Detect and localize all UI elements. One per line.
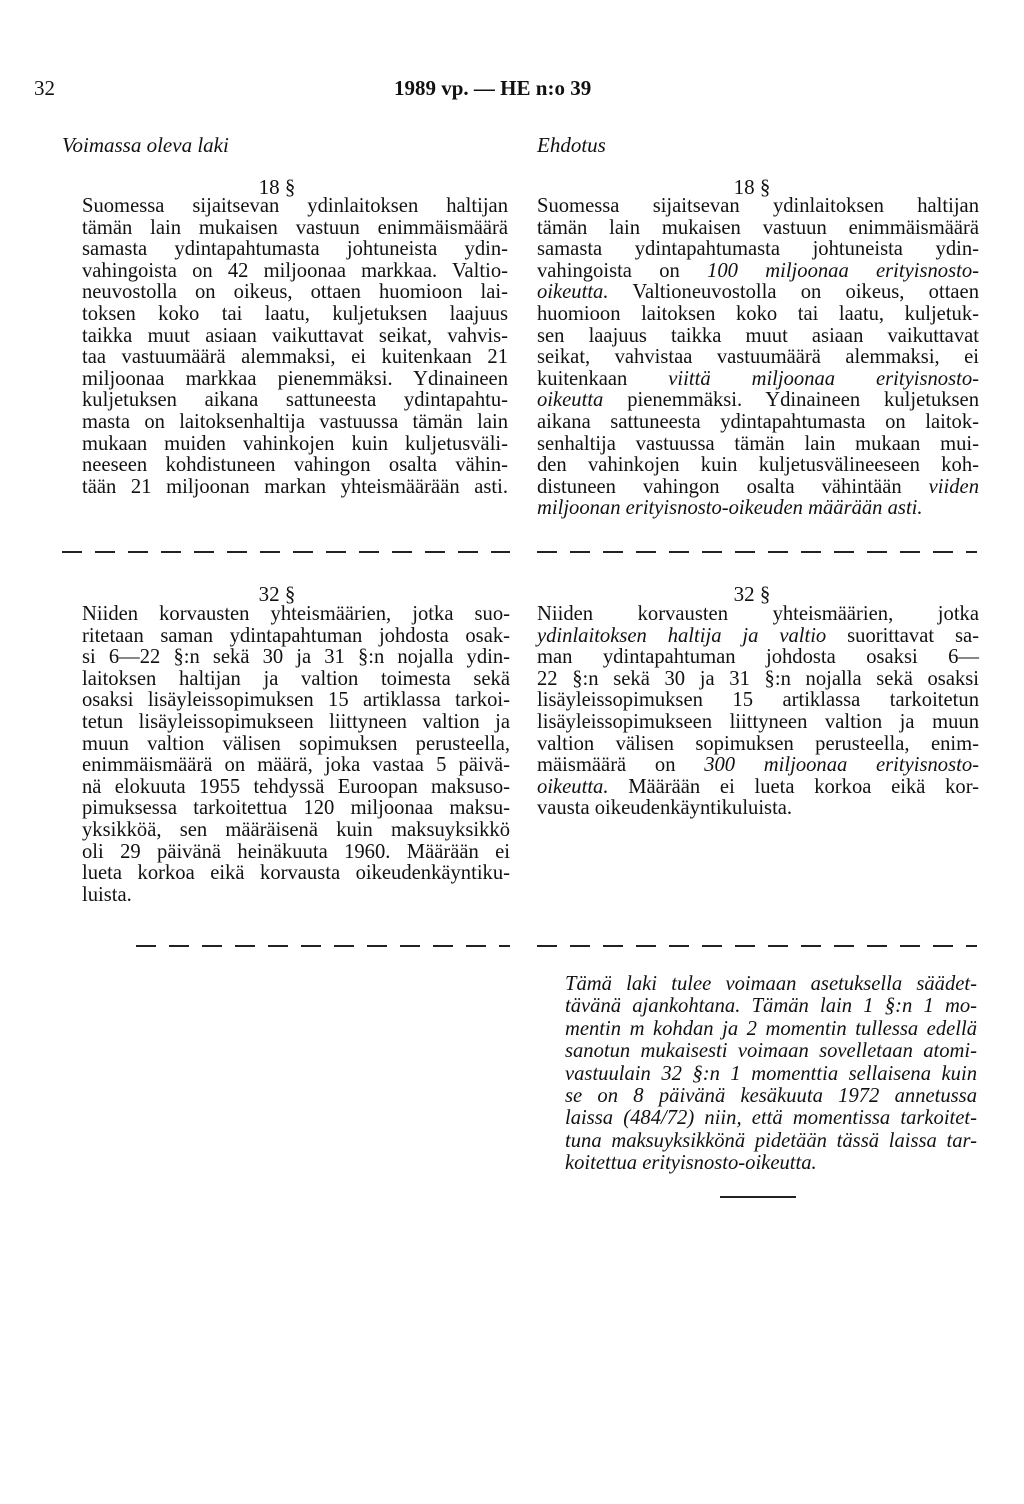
- italic-text: 100 miljoonaa erityisnosto-: [707, 259, 979, 282]
- text-line: lisäyleissopimukseen liittyneen valtion ja muun: [537, 710, 979, 733]
- text-line: valtion välisen sopimuksen perusteella, enim-: [537, 732, 979, 755]
- italic-text: viittä miljoonaa erityisnosto-: [668, 367, 979, 390]
- text-line: taikka muut asiaan vaikuttavat seikat, vahvis-: [82, 324, 508, 347]
- text-line: kuljetuksen aikana sattuneesta ydintapahtu-: [82, 389, 508, 412]
- left-section-32-text: [82, 604, 510, 906]
- text-line: muun valtion välisen sopimuksen perusteella,: [82, 732, 510, 755]
- text-line: se on 8 päivänä kesäkuuta 1972 annetussa: [565, 1085, 977, 1108]
- text-line: miljoonaa markkaa pienemmäksi. Ydinaineen: [82, 367, 508, 390]
- text-line: ydinlaitoksen haltija ja valtio suorittavat sa-: [537, 624, 979, 647]
- italic-text: oikeutta: [537, 389, 604, 412]
- text-line: masta on laitoksenhaltija vastuussa tämän lain: [82, 410, 508, 433]
- text-line: den vahinkojen kuin kuljetusvälineeseen koh-: [537, 454, 979, 477]
- text-line: vahingoista on 100 miljoonaa erityisnosto-: [537, 259, 979, 282]
- text-line: osaksi lisäyleissopimuksen 15 artiklassa tarkoi-: [82, 689, 510, 712]
- entry-into-force-note: [565, 973, 977, 1175]
- text-line: aikana sattuneesta ydintapahtumasta on laitok-: [537, 410, 979, 433]
- left-section-18-mark: 18 §: [258, 175, 296, 199]
- text-line: Niiden korvausten yhteismäärien, jotka: [537, 603, 979, 625]
- text-line: lisäyleissopimuksen 15 artiklassa tarkoitetun: [537, 689, 979, 712]
- text-line: man ydintapahtuman johdosta osaksi 6—: [537, 646, 979, 669]
- text-line: sanotun mukaisesti voimaan sovelletaan atomi-: [565, 1040, 977, 1063]
- text-line: vausta oikeudenkäyntikuluista.: [537, 797, 793, 820]
- text-line: koitettua erityisnosto-oikeutta.: [565, 1152, 817, 1175]
- text-line: tävänä ajankohtana. Tämän lain 1 §:n 1 mo-: [565, 995, 977, 1018]
- text-line: tämän lain mukaisen vastuun enimmäismäärä: [82, 216, 508, 239]
- text-line: samasta ydintapahtumasta johtuneista ydin-: [82, 238, 508, 261]
- text-line: samasta ydintapahtumasta johtuneista ydin-: [537, 238, 979, 261]
- italic-text: miljoonan erityisnosto-oikeuden määrään asti.: [537, 497, 923, 520]
- right-separator-dashes: [537, 551, 977, 553]
- text-line: lueta korkoa eikä korvausta oikeudenkäyntiku-: [82, 862, 510, 885]
- text-line: oikeutta. Määrään ei lueta korkoa eikä kor-: [537, 775, 979, 798]
- text-line: oikeutta pienemmäksi. Ydinaineen kuljetuksen: [537, 389, 979, 412]
- text-line: luista.: [82, 883, 132, 906]
- text-line: 22 §:n sekä 30 ja 31 §:n nojalla sekä osaksi: [537, 667, 979, 690]
- italic-text: 300 miljoonaa erityisnosto-: [704, 754, 979, 777]
- left-section-18-text: [82, 196, 508, 498]
- right-section-32-text: [537, 604, 979, 820]
- text-line: neuvostolla on oikeus, ottaen huomioon lai-: [82, 281, 508, 304]
- text-line: taa vastuumäärä alemmaksi, ei kuitenkaan 21: [82, 346, 508, 369]
- left-separator-dashes: [62, 551, 510, 553]
- text-line: Niiden korvausten yhteismäärien, jotka suo-: [82, 603, 510, 625]
- page-number: 32: [34, 76, 55, 100]
- right-section-18-text: [537, 196, 979, 520]
- text-line: si 6—22 §:n sekä 30 ja 31 §:n nojalla ydin-: [82, 646, 510, 669]
- text-line: tään 21 miljoonan markan yhteismäärään asti.: [82, 475, 508, 498]
- text-line: tetun lisäyleissopimukseen liittyneen valtion ja: [82, 710, 510, 733]
- right-section-18-mark: 18 §: [733, 175, 771, 199]
- text-line: sen laajuus taikka muut asiaan vaikuttavat: [537, 324, 979, 347]
- text-line: ritetaan saman ydintapahtuman johdosta osak-: [82, 624, 510, 647]
- text-line: yksikköä, sen määräisenä kuin maksuyksikkö: [82, 818, 510, 841]
- right-column-heading: Ehdotus: [537, 133, 606, 157]
- text-line: toksen koko tai laatu, kuljetuksen laajuus: [82, 302, 508, 325]
- left-column-heading: Voimassa oleva laki: [62, 133, 229, 157]
- text-line: vastuulain 32 §:n 1 momenttia sellaisena kuin: [565, 1062, 977, 1085]
- text-line: laitoksen haltijan ja valtion toimesta sekä: [82, 667, 510, 690]
- text-line: enimmäismäärä on määrä, joka vastaa 5 päivä-: [82, 754, 510, 777]
- right-section-32-mark: 32 §: [733, 582, 771, 606]
- text-line: oli 29 päivänä heinäkuuta 1960. Määrään ei: [82, 840, 510, 863]
- text-line: mukaan muiden vahinkojen kuin kuljetusväli-: [82, 432, 508, 455]
- text-line: distuneen vahingon osalta vähintään viiden: [537, 475, 979, 498]
- text-line: mentin m kohdan ja 2 momentin tullessa edellä: [565, 1017, 977, 1040]
- text-line: Tämä laki tulee voimaan asetuksella säädet-: [565, 973, 977, 995]
- text-line: laissa (484/72) niin, että momentissa tarkoitet-: [565, 1107, 977, 1130]
- closing-rule: [720, 1196, 796, 1198]
- italic-text: oikeutta.: [537, 775, 609, 798]
- left-separator-dashes-bottom: [136, 945, 510, 947]
- text-line: kuitenkaan viittä miljoonaa erityisnosto-: [537, 367, 979, 390]
- text-line: [537, 498, 979, 520]
- text-line: huomioon laitoksen koko tai laatu, kuljetuk-: [537, 302, 979, 325]
- right-separator-dashes-bottom: [537, 945, 977, 947]
- text-line: tuna maksuyksikkönä pidetään tässä laissa tar-: [565, 1129, 977, 1152]
- text-line: neeseen kohdistuneen vahingon osalta vähin-: [82, 454, 508, 477]
- text-line: mäismäärä on 300 miljoonaa erityisnosto-: [537, 754, 979, 777]
- text-line: oikeutta. Valtioneuvostolla on oikeus, ottaen: [537, 281, 979, 304]
- italic-text: oikeutta.: [537, 281, 609, 304]
- text-line: seikat, vahvistaa vastuumäärä alemmaksi, ei: [537, 346, 979, 369]
- text-line: tämän lain mukaisen vastuun enimmäismäärä: [537, 216, 979, 239]
- text-line: vahingoista on 42 miljoonaa markkaa. Valtio-: [82, 259, 508, 282]
- italic-text: ydinlaitoksen haltija ja valtio: [537, 624, 827, 647]
- left-section-32-mark: 32 §: [258, 582, 296, 606]
- text-line: nä elokuuta 1955 tehdyssä Euroopan maksuso-: [82, 775, 510, 798]
- text-line: Suomessa sijaitsevan ydinlaitoksen haltijan: [537, 195, 979, 217]
- text-line: Suomessa sijaitsevan ydinlaitoksen haltijan: [82, 195, 508, 217]
- document-title: 1989 vp. — HE n:o 39: [394, 76, 592, 100]
- text-line: pimuksessa tarkoitettua 120 miljoonaa maksu-: [82, 797, 510, 820]
- italic-text: viiden: [928, 475, 979, 498]
- text-line: senhaltija vastuussa tämän lain mukaan mui-: [537, 432, 979, 455]
